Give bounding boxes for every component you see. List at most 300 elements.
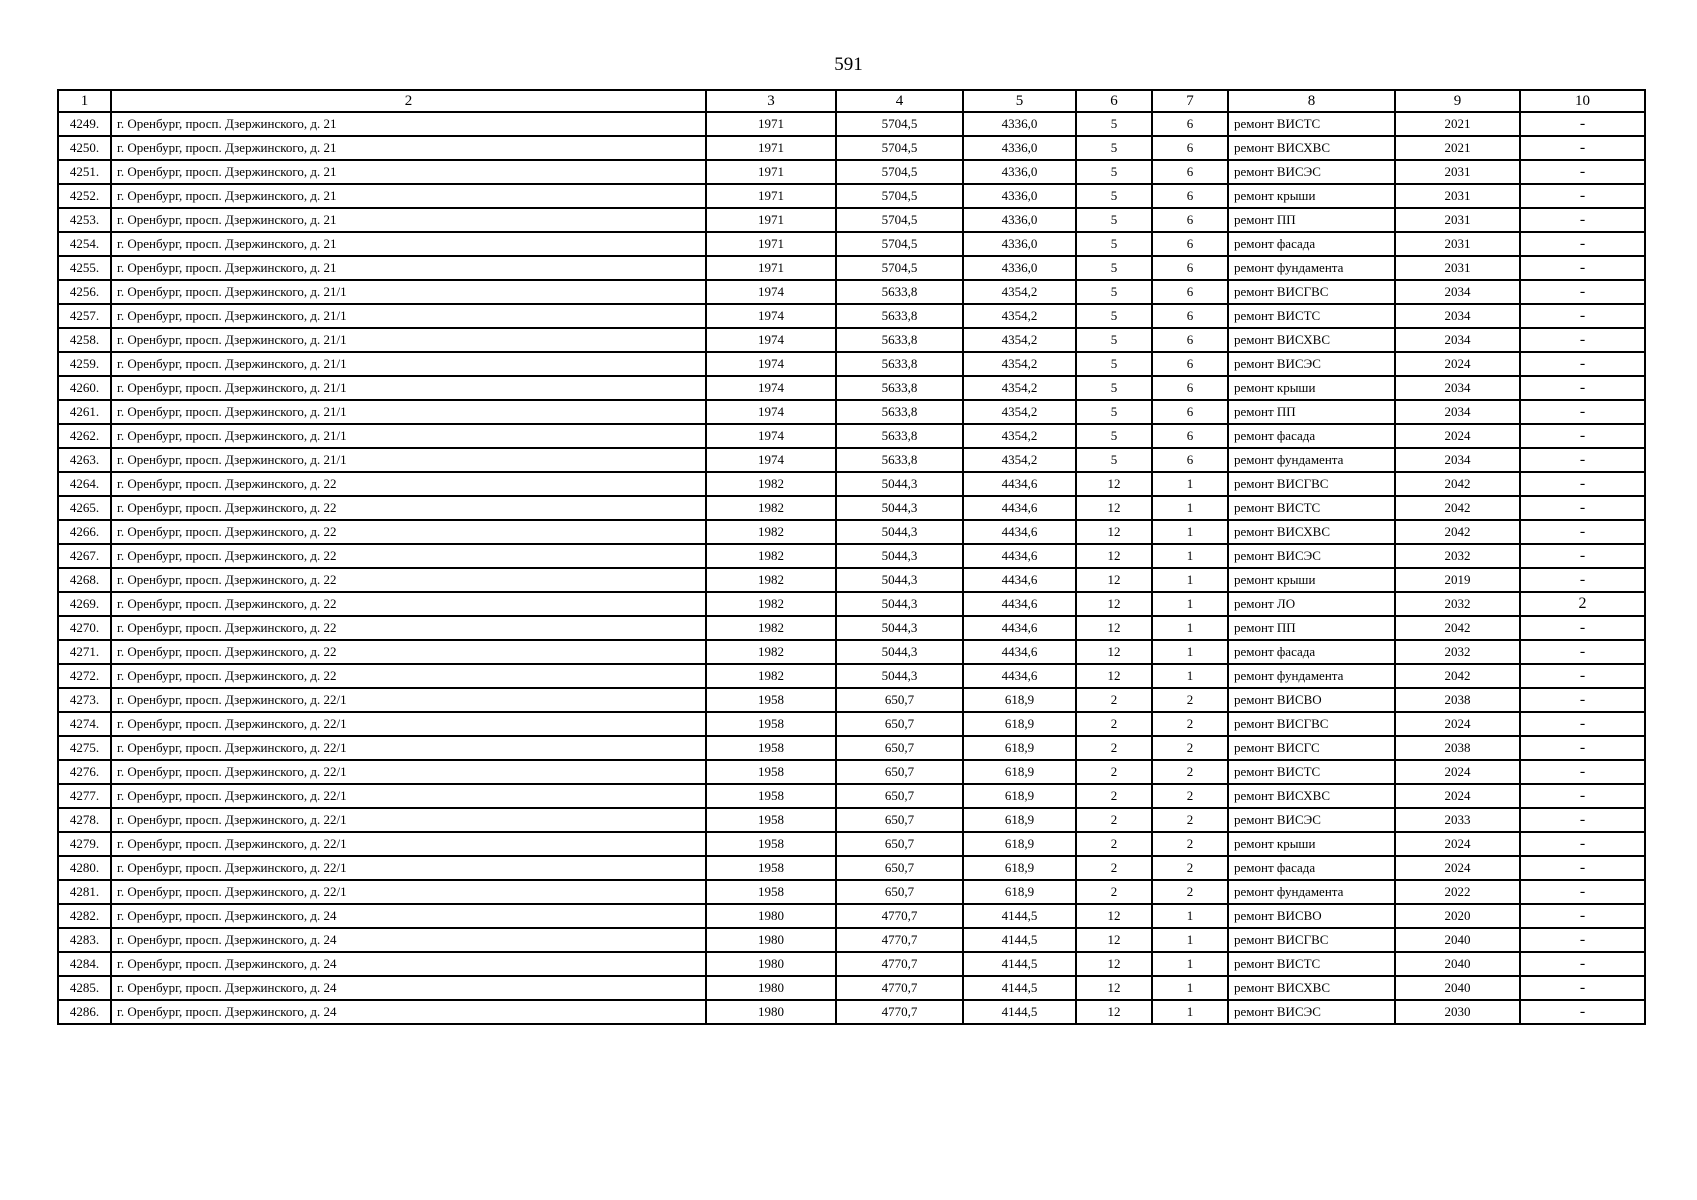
cell-address: г. Оренбург, просп. Дзержинского, д. 21/1 (111, 352, 706, 376)
cell-total-area: 5704,5 (836, 208, 963, 232)
cell-row-number: 4251. (58, 160, 111, 184)
column-header: 9 (1395, 90, 1520, 112)
table-row (58, 592, 1645, 616)
cell-entrances: 2 (1152, 880, 1228, 904)
cell-work-type: ремонт ПП (1228, 400, 1395, 424)
cell-planned-year: 2034 (1395, 448, 1520, 472)
cell-living-area: 4354,2 (963, 280, 1076, 304)
cell-total-area: 650,7 (836, 712, 963, 736)
cell-work-type: ремонт ВИСГС (1228, 736, 1395, 760)
table-row (58, 736, 1645, 760)
cell-planned-year: 2024 (1395, 856, 1520, 880)
cell-entrances: 2 (1152, 784, 1228, 808)
cell-floors: 5 (1076, 352, 1152, 376)
cell-address: г. Оренбург, просп. Дзержинского, д. 22 (111, 520, 706, 544)
cell-living-area: 618,9 (963, 736, 1076, 760)
cell-total-area: 5704,5 (836, 160, 963, 184)
cell-total-area: 4770,7 (836, 952, 963, 976)
cell-row-number: 4252. (58, 184, 111, 208)
cell-living-area: 4354,2 (963, 376, 1076, 400)
cell-note: - (1520, 880, 1645, 904)
cell-floors: 12 (1076, 928, 1152, 952)
cell-entrances: 6 (1152, 136, 1228, 160)
cell-work-type: ремонт ВИСХВС (1228, 328, 1395, 352)
cell-floors: 2 (1076, 856, 1152, 880)
cell-work-type: ремонт ВИСЭС (1228, 160, 1395, 184)
cell-row-number: 4276. (58, 760, 111, 784)
cell-build-year: 1980 (706, 976, 836, 1000)
column-header: 4 (836, 90, 963, 112)
cell-address: г. Оренбург, просп. Дзержинского, д. 22/1 (111, 688, 706, 712)
cell-floors: 2 (1076, 712, 1152, 736)
cell-entrances: 6 (1152, 424, 1228, 448)
cell-address: г. Оренбург, просп. Дзержинского, д. 22 (111, 544, 706, 568)
cell-entrances: 2 (1152, 856, 1228, 880)
cell-total-area: 650,7 (836, 856, 963, 880)
cell-floors: 12 (1076, 544, 1152, 568)
cell-living-area: 4144,5 (963, 976, 1076, 1000)
cell-planned-year: 2022 (1395, 880, 1520, 904)
cell-build-year: 1982 (706, 592, 836, 616)
cell-entrances: 2 (1152, 760, 1228, 784)
cell-note: - (1520, 136, 1645, 160)
cell-work-type: ремонт ВИСГВС (1228, 472, 1395, 496)
cell-planned-year: 2034 (1395, 400, 1520, 424)
cell-total-area: 5704,5 (836, 112, 963, 136)
cell-entrances: 6 (1152, 232, 1228, 256)
cell-planned-year: 2042 (1395, 520, 1520, 544)
cell-row-number: 4274. (58, 712, 111, 736)
cell-planned-year: 2032 (1395, 640, 1520, 664)
cell-living-area: 4434,6 (963, 544, 1076, 568)
table-row (58, 376, 1645, 400)
cell-total-area: 4770,7 (836, 1000, 963, 1024)
cell-address: г. Оренбург, просп. Дзержинского, д. 21 (111, 256, 706, 280)
cell-floors: 2 (1076, 688, 1152, 712)
cell-floors: 5 (1076, 184, 1152, 208)
table-row (58, 352, 1645, 376)
cell-work-type: ремонт фундамента (1228, 448, 1395, 472)
cell-note: - (1520, 400, 1645, 424)
cell-note: - (1520, 616, 1645, 640)
cell-build-year: 1974 (706, 280, 836, 304)
cell-note: - (1520, 928, 1645, 952)
cell-row-number: 4286. (58, 1000, 111, 1024)
cell-planned-year: 2033 (1395, 808, 1520, 832)
table-row (58, 328, 1645, 352)
table-row (58, 448, 1645, 472)
cell-floors: 2 (1076, 808, 1152, 832)
cell-living-area: 4336,0 (963, 208, 1076, 232)
cell-build-year: 1958 (706, 784, 836, 808)
cell-build-year: 1958 (706, 688, 836, 712)
cell-work-type: ремонт ВИСХВС (1228, 784, 1395, 808)
cell-floors: 12 (1076, 568, 1152, 592)
cell-work-type: ремонт фундамента (1228, 664, 1395, 688)
table-row (58, 976, 1645, 1000)
cell-living-area: 4434,6 (963, 568, 1076, 592)
cell-floors: 5 (1076, 376, 1152, 400)
cell-living-area: 4434,6 (963, 592, 1076, 616)
cell-planned-year: 2038 (1395, 688, 1520, 712)
cell-entrances: 1 (1152, 928, 1228, 952)
cell-work-type: ремонт ВИСГВС (1228, 712, 1395, 736)
cell-build-year: 1958 (706, 736, 836, 760)
table-row (58, 784, 1645, 808)
table-row (58, 232, 1645, 256)
cell-floors: 2 (1076, 832, 1152, 856)
cell-entrances: 1 (1152, 904, 1228, 928)
cell-address: г. Оренбург, просп. Дзержинского, д. 22/1 (111, 736, 706, 760)
cell-living-area: 618,9 (963, 688, 1076, 712)
cell-note: - (1520, 424, 1645, 448)
cell-total-area: 650,7 (836, 760, 963, 784)
cell-note: - (1520, 856, 1645, 880)
cell-floors: 12 (1076, 1000, 1152, 1024)
cell-address: г. Оренбург, просп. Дзержинского, д. 21/1 (111, 400, 706, 424)
cell-work-type: ремонт ВИСЭС (1228, 544, 1395, 568)
cell-floors: 5 (1076, 328, 1152, 352)
cell-address: г. Оренбург, просп. Дзержинского, д. 21/1 (111, 280, 706, 304)
cell-work-type: ремонт ПП (1228, 616, 1395, 640)
table-row (58, 544, 1645, 568)
cell-address: г. Оренбург, просп. Дзержинского, д. 21/1 (111, 376, 706, 400)
cell-build-year: 1958 (706, 880, 836, 904)
cell-total-area: 5633,8 (836, 424, 963, 448)
cell-note: - (1520, 712, 1645, 736)
cell-total-area: 650,7 (836, 808, 963, 832)
cell-address: г. Оренбург, просп. Дзержинского, д. 21/1 (111, 424, 706, 448)
cell-row-number: 4272. (58, 664, 111, 688)
cell-row-number: 4260. (58, 376, 111, 400)
cell-note: - (1520, 640, 1645, 664)
cell-floors: 12 (1076, 520, 1152, 544)
cell-living-area: 4336,0 (963, 232, 1076, 256)
cell-living-area: 618,9 (963, 784, 1076, 808)
cell-work-type: ремонт ВИСХВС (1228, 976, 1395, 1000)
cell-entrances: 1 (1152, 472, 1228, 496)
cell-planned-year: 2024 (1395, 352, 1520, 376)
cell-living-area: 4434,6 (963, 640, 1076, 664)
cell-row-number: 4256. (58, 280, 111, 304)
cell-total-area: 5044,3 (836, 472, 963, 496)
cell-work-type: ремонт ВИСГВС (1228, 928, 1395, 952)
table-row (58, 1000, 1645, 1024)
table-row (58, 112, 1645, 136)
cell-floors: 2 (1076, 760, 1152, 784)
cell-living-area: 4434,6 (963, 664, 1076, 688)
cell-build-year: 1971 (706, 112, 836, 136)
cell-note: - (1520, 784, 1645, 808)
column-header: 3 (706, 90, 836, 112)
cell-build-year: 1971 (706, 160, 836, 184)
cell-living-area: 618,9 (963, 880, 1076, 904)
cell-planned-year: 2038 (1395, 736, 1520, 760)
cell-planned-year: 2031 (1395, 232, 1520, 256)
cell-row-number: 4282. (58, 904, 111, 928)
cell-row-number: 4253. (58, 208, 111, 232)
cell-planned-year: 2021 (1395, 112, 1520, 136)
cell-floors: 12 (1076, 592, 1152, 616)
cell-address: г. Оренбург, просп. Дзержинского, д. 22/1 (111, 784, 706, 808)
table-row (58, 208, 1645, 232)
cell-row-number: 4270. (58, 616, 111, 640)
cell-planned-year: 2034 (1395, 304, 1520, 328)
cell-living-area: 4336,0 (963, 184, 1076, 208)
cell-planned-year: 2031 (1395, 256, 1520, 280)
cell-work-type: ремонт крыши (1228, 376, 1395, 400)
cell-note: - (1520, 832, 1645, 856)
column-header: 2 (111, 90, 706, 112)
cell-living-area: 4354,2 (963, 424, 1076, 448)
cell-planned-year: 2042 (1395, 616, 1520, 640)
cell-build-year: 1958 (706, 808, 836, 832)
cell-note: - (1520, 256, 1645, 280)
cell-address: г. Оренбург, просп. Дзержинского, д. 21 (111, 112, 706, 136)
table-row (58, 640, 1645, 664)
cell-total-area: 5633,8 (836, 304, 963, 328)
cell-build-year: 1982 (706, 520, 836, 544)
cell-floors: 5 (1076, 232, 1152, 256)
cell-living-area: 4336,0 (963, 256, 1076, 280)
cell-entrances: 1 (1152, 616, 1228, 640)
cell-build-year: 1958 (706, 832, 836, 856)
column-header: 7 (1152, 90, 1228, 112)
table-row (58, 184, 1645, 208)
cell-address: г. Оренбург, просп. Дзержинского, д. 22/1 (111, 712, 706, 736)
cell-note: - (1520, 688, 1645, 712)
cell-note: - (1520, 208, 1645, 232)
cell-note: - (1520, 328, 1645, 352)
cell-build-year: 1982 (706, 544, 836, 568)
cell-planned-year: 2042 (1395, 664, 1520, 688)
cell-total-area: 5044,3 (836, 520, 963, 544)
cell-floors: 12 (1076, 496, 1152, 520)
cell-address: г. Оренбург, просп. Дзержинского, д. 21 (111, 160, 706, 184)
cell-entrances: 1 (1152, 592, 1228, 616)
column-header: 5 (963, 90, 1076, 112)
cell-planned-year: 2024 (1395, 712, 1520, 736)
cell-address: г. Оренбург, просп. Дзержинского, д. 22 (111, 664, 706, 688)
cell-entrances: 1 (1152, 568, 1228, 592)
cell-planned-year: 2019 (1395, 568, 1520, 592)
cell-address: г. Оренбург, просп. Дзержинского, д. 24 (111, 928, 706, 952)
cell-row-number: 4255. (58, 256, 111, 280)
cell-row-number: 4262. (58, 424, 111, 448)
cell-entrances: 1 (1152, 496, 1228, 520)
header-row (58, 90, 1645, 112)
cell-note: - (1520, 808, 1645, 832)
cell-row-number: 4268. (58, 568, 111, 592)
cell-row-number: 4257. (58, 304, 111, 328)
repair-schedule-table (57, 89, 1646, 1025)
cell-work-type: ремонт ВИСТС (1228, 112, 1395, 136)
cell-floors: 5 (1076, 400, 1152, 424)
table-row (58, 424, 1645, 448)
cell-floors: 2 (1076, 880, 1152, 904)
cell-living-area: 4434,6 (963, 616, 1076, 640)
cell-entrances: 2 (1152, 688, 1228, 712)
cell-row-number: 4281. (58, 880, 111, 904)
cell-planned-year: 2032 (1395, 592, 1520, 616)
cell-build-year: 1982 (706, 568, 836, 592)
cell-living-area: 4144,5 (963, 952, 1076, 976)
cell-build-year: 1980 (706, 952, 836, 976)
cell-total-area: 5704,5 (836, 184, 963, 208)
cell-note: - (1520, 496, 1645, 520)
table-row (58, 880, 1645, 904)
cell-note: - (1520, 232, 1645, 256)
cell-row-number: 4250. (58, 136, 111, 160)
cell-row-number: 4266. (58, 520, 111, 544)
cell-entrances: 6 (1152, 400, 1228, 424)
cell-address: г. Оренбург, просп. Дзержинского, д. 21 (111, 232, 706, 256)
cell-living-area: 618,9 (963, 832, 1076, 856)
cell-planned-year: 2032 (1395, 544, 1520, 568)
cell-entrances: 1 (1152, 1000, 1228, 1024)
cell-address: г. Оренбург, просп. Дзержинского, д. 21 (111, 184, 706, 208)
cell-floors: 12 (1076, 904, 1152, 928)
cell-build-year: 1982 (706, 496, 836, 520)
cell-work-type: ремонт ВИСЭС (1228, 808, 1395, 832)
column-header: 6 (1076, 90, 1152, 112)
cell-row-number: 4279. (58, 832, 111, 856)
cell-total-area: 5044,3 (836, 616, 963, 640)
cell-row-number: 4254. (58, 232, 111, 256)
cell-total-area: 650,7 (836, 784, 963, 808)
cell-work-type: ремонт ВИСТС (1228, 952, 1395, 976)
cell-build-year: 1980 (706, 1000, 836, 1024)
column-header: 1 (58, 90, 111, 112)
cell-planned-year: 2024 (1395, 760, 1520, 784)
cell-floors: 5 (1076, 424, 1152, 448)
table-row (58, 832, 1645, 856)
cell-entrances: 2 (1152, 736, 1228, 760)
cell-note: - (1520, 472, 1645, 496)
cell-living-area: 4354,2 (963, 328, 1076, 352)
cell-work-type: ремонт ВИСТС (1228, 304, 1395, 328)
cell-row-number: 4265. (58, 496, 111, 520)
cell-work-type: ремонт фундамента (1228, 256, 1395, 280)
cell-build-year: 1980 (706, 904, 836, 928)
cell-living-area: 4434,6 (963, 472, 1076, 496)
cell-row-number: 4249. (58, 112, 111, 136)
cell-living-area: 4144,5 (963, 928, 1076, 952)
cell-row-number: 4278. (58, 808, 111, 832)
cell-floors: 12 (1076, 952, 1152, 976)
cell-living-area: 4354,2 (963, 400, 1076, 424)
cell-note: - (1520, 448, 1645, 472)
cell-note: - (1520, 544, 1645, 568)
cell-floors: 5 (1076, 280, 1152, 304)
cell-planned-year: 2042 (1395, 472, 1520, 496)
cell-row-number: 4283. (58, 928, 111, 952)
cell-planned-year: 2034 (1395, 376, 1520, 400)
cell-total-area: 650,7 (836, 688, 963, 712)
cell-entrances: 6 (1152, 256, 1228, 280)
cell-build-year: 1971 (706, 184, 836, 208)
cell-address: г. Оренбург, просп. Дзержинского, д. 21/1 (111, 304, 706, 328)
cell-living-area: 4354,2 (963, 352, 1076, 376)
table-row (58, 472, 1645, 496)
cell-living-area: 4336,0 (963, 136, 1076, 160)
cell-address: г. Оренбург, просп. Дзержинского, д. 22/1 (111, 760, 706, 784)
cell-note: - (1520, 904, 1645, 928)
cell-entrances: 1 (1152, 640, 1228, 664)
cell-planned-year: 2042 (1395, 496, 1520, 520)
cell-address: г. Оренбург, просп. Дзержинского, д. 24 (111, 904, 706, 928)
cell-row-number: 4258. (58, 328, 111, 352)
table-row (58, 688, 1645, 712)
cell-address: г. Оренбург, просп. Дзержинского, д. 22 (111, 568, 706, 592)
cell-note: - (1520, 952, 1645, 976)
column-header: 8 (1228, 90, 1395, 112)
table-row (58, 712, 1645, 736)
cell-living-area: 4336,0 (963, 112, 1076, 136)
cell-total-area: 650,7 (836, 880, 963, 904)
cell-floors: 2 (1076, 784, 1152, 808)
cell-work-type: ремонт ПП (1228, 208, 1395, 232)
table-row (58, 304, 1645, 328)
cell-work-type: ремонт крыши (1228, 184, 1395, 208)
cell-living-area: 4336,0 (963, 160, 1076, 184)
cell-address: г. Оренбург, просп. Дзержинского, д. 22 (111, 640, 706, 664)
cell-entrances: 6 (1152, 448, 1228, 472)
cell-row-number: 4263. (58, 448, 111, 472)
cell-floors: 5 (1076, 256, 1152, 280)
cell-floors: 12 (1076, 640, 1152, 664)
cell-floors: 12 (1076, 616, 1152, 640)
table-row (58, 928, 1645, 952)
page-number: 591 (834, 54, 863, 75)
cell-planned-year: 2024 (1395, 424, 1520, 448)
cell-total-area: 650,7 (836, 736, 963, 760)
cell-note: - (1520, 160, 1645, 184)
cell-note: - (1520, 304, 1645, 328)
cell-floors: 12 (1076, 664, 1152, 688)
cell-work-type: ремонт ВИСЭС (1228, 352, 1395, 376)
cell-total-area: 650,7 (836, 832, 963, 856)
cell-planned-year: 2024 (1395, 784, 1520, 808)
cell-build-year: 1958 (706, 712, 836, 736)
table-row (58, 808, 1645, 832)
cell-total-area: 5044,3 (836, 568, 963, 592)
cell-entrances: 2 (1152, 808, 1228, 832)
cell-floors: 2 (1076, 736, 1152, 760)
cell-note: - (1520, 280, 1645, 304)
cell-work-type: ремонт ВИСГВС (1228, 280, 1395, 304)
table-row (58, 280, 1645, 304)
table-row (58, 952, 1645, 976)
cell-planned-year: 2021 (1395, 136, 1520, 160)
cell-work-type: ремонт фундамента (1228, 880, 1395, 904)
cell-address: г. Оренбург, просп. Дзержинского, д. 24 (111, 976, 706, 1000)
cell-note: - (1520, 376, 1645, 400)
cell-planned-year: 2031 (1395, 208, 1520, 232)
cell-planned-year: 2030 (1395, 1000, 1520, 1024)
table-row (58, 160, 1645, 184)
cell-entrances: 2 (1152, 712, 1228, 736)
cell-entrances: 1 (1152, 664, 1228, 688)
cell-build-year: 1974 (706, 376, 836, 400)
cell-note: - (1520, 760, 1645, 784)
cell-build-year: 1974 (706, 328, 836, 352)
table-row (58, 136, 1645, 160)
cell-entrances: 6 (1152, 376, 1228, 400)
cell-entrances: 6 (1152, 352, 1228, 376)
cell-total-area: 4770,7 (836, 904, 963, 928)
cell-address: г. Оренбург, просп. Дзержинского, д. 24 (111, 952, 706, 976)
